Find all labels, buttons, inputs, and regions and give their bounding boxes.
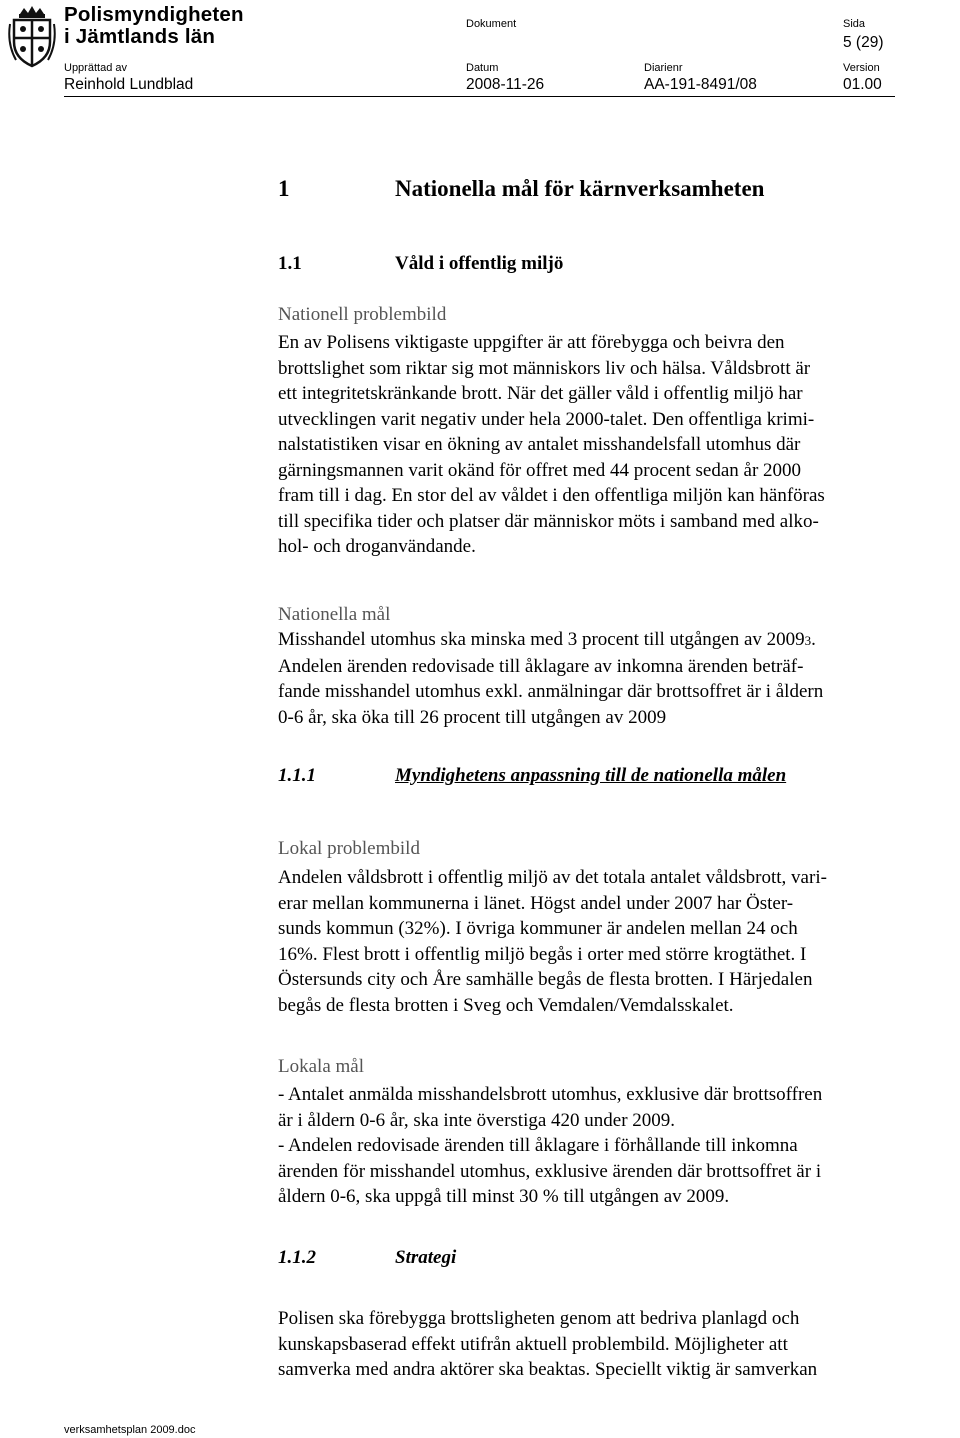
text-line: Andelen ärenden redovisade till åklagare av inkomna ärenden beträf-	[278, 655, 804, 677]
local-goals-paragraph	[278, 1082, 918, 1210]
date-label: Datum	[466, 62, 499, 74]
text-line: Polisen ska förebygga brottsligheten genom att bedriva planlagd och	[278, 1308, 800, 1329]
strategy-paragraph	[278, 1306, 918, 1383]
text-line: gärningsmannen varit okänd för offret med 44 procent sedan år 2000	[278, 459, 802, 481]
text-line: Andelen våldsbrott i offentlig miljö av det totala antalet våldsbrott, vari-	[278, 867, 827, 888]
text-line: erar mellan kommunerna i länet. Högst andel under 2007 har Öster-	[278, 892, 794, 914]
text-line: åldern 0-6, ska uppgå till minst 30 % till utgången av 2009.	[278, 1186, 730, 1207]
heading-1-1-title: Våld i offentlig miljö	[395, 253, 564, 274]
organization-name	[64, 4, 244, 48]
text-line: ett integritetskränkande brott. När det gäller våld i offentlig miljö har	[278, 383, 803, 404]
goal-tail: .	[811, 629, 816, 650]
crest-icon	[6, 4, 58, 70]
national-problem-heading: Nationell problembild	[278, 304, 447, 325]
text-line: till specifika tider och platser där människor möts i samband med alko-	[278, 510, 819, 532]
header-divider	[64, 96, 895, 97]
heading-1-number: 1	[278, 176, 290, 201]
heading-1-title: Nationella mål för kärnverksamheten	[395, 176, 765, 201]
goal-text: Misshandel utomhus ska minska med 3 procent till utgången av 2009	[278, 629, 805, 650]
text-line: fande misshandel utomhus exkl. anmälningar där brottsoffret är i åldern	[278, 681, 824, 702]
police-crest-logo	[6, 4, 58, 70]
text-line: begås de flesta brotten i Sveg och Vemdalen/Vemdalsskalet.	[278, 994, 734, 1016]
heading-1-1-1-title: Myndighetens anpassning till de nationella målen	[395, 765, 787, 786]
national-goals-heading: Nationella mål	[278, 604, 391, 625]
text-line: är i åldern 0-6 år, ska inte överstiga 420 under 2009.	[278, 1109, 676, 1131]
text-line: utvecklingen varit negativ under hela 2000-talet. Den offentliga krimi-	[278, 408, 815, 430]
diarienr-value: AA-191-8491/08	[644, 76, 757, 93]
footer-filename: verksamhetsplan 2009.doc	[64, 1424, 196, 1436]
version-label: Version	[843, 62, 880, 74]
text-line: brottslighet som riktar sig mot människors liv och hälsa. Våldsbrott är	[278, 357, 811, 379]
text-line: hol- och droganvändande.	[278, 536, 476, 557]
text-line: - Andelen redovisade ärenden till åklagare i förhållande till inkomna	[278, 1135, 798, 1156]
text-line: kunskapsbaserad effekt utifrån aktuell problembild. Möjligheter att	[278, 1333, 788, 1355]
heading-1-1-2-number: 1.1.2	[278, 1247, 316, 1268]
text-line: nalstatistiken visar en ökning av antalet misshandelsfall utomhus där	[278, 434, 801, 455]
diarienr-label: Diarienr	[644, 62, 683, 74]
text-line: 16%. Flest brott i offentlig miljö begås i orter med större krogtäthet. I	[278, 943, 807, 965]
text-line: En av Polisens viktigaste uppgifter är att förebygga och beivra den	[278, 332, 785, 353]
created-by-label: Upprättad av	[64, 62, 127, 74]
footnote-marker: 3	[804, 633, 812, 648]
text-line: fram till i dag. En stor del av våldet i den offentliga miljön kan hänföras	[278, 485, 825, 506]
page-value: 5 (29)	[843, 34, 884, 51]
text-line	[278, 627, 918, 654]
text-line: Östersunds city och Åre samhälle begås de flesta brotten. I Härjedalen	[278, 969, 813, 990]
heading-1-1-number: 1.1	[278, 253, 302, 274]
created-by-value: Reinhold Lundblad	[64, 76, 194, 93]
text-line: samverka med andra aktörer ska beaktas. Speciellt viktig är samverkan	[278, 1359, 818, 1380]
document-label: Dokument	[466, 18, 517, 30]
org-line-1: Polismyndigheten	[64, 3, 244, 26]
text-line: 0-6 år, ska öka till 26 procent till utgången av 2009	[278, 706, 667, 728]
national-problem-paragraph	[278, 330, 918, 560]
date-value: 2008-11-26	[466, 76, 545, 93]
page-label: Sida	[843, 18, 866, 30]
org-line-2: i Jämtlands län	[64, 25, 216, 48]
local-goals-heading: Lokala mål	[278, 1056, 364, 1077]
text-line: sunds kommun (32%). I övriga kommuner är andelen mellan 24 och	[278, 918, 798, 939]
local-problem-heading: Lokal problembild	[278, 838, 420, 859]
national-goals-paragraph	[278, 627, 918, 730]
version-value: 01.00	[843, 76, 882, 93]
text-line: ärenden för misshandel utomhus, exklusive ärenden där brottsoffret är i	[278, 1160, 822, 1182]
heading-1-1-2-title: Strategi	[395, 1247, 457, 1268]
local-problem-paragraph	[278, 865, 918, 1018]
text-line: - Antalet anmälda misshandelsbrott utomhus, exklusive där brottsoffren	[278, 1084, 823, 1105]
heading-1-1-1-number: 1.1.1	[278, 765, 316, 786]
